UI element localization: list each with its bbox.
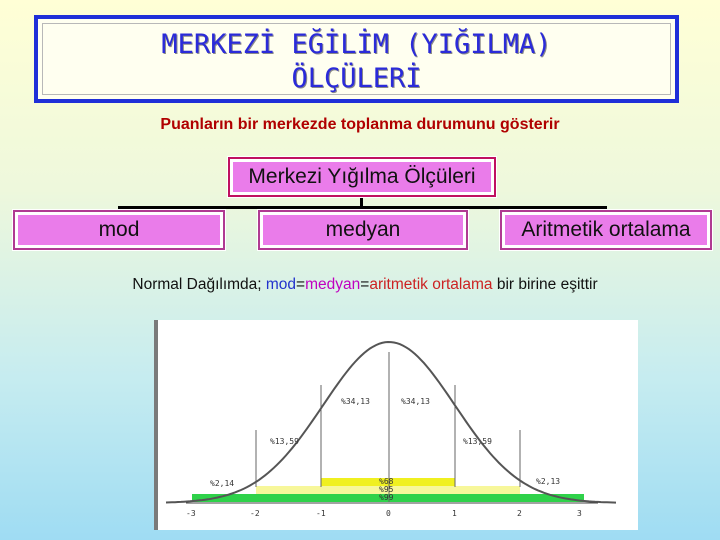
band-label-right-center: %34,13 [401,397,430,406]
band-label-left-mid: %13,59 [270,437,299,446]
note-aritmetik: aritmetik ortalama [369,276,493,293]
tree-node-medyan: medyan [258,210,468,250]
normal-curve-panel [154,320,638,530]
band-label-left-center: %34,13 [341,397,370,406]
x-tick-0: 0 [386,509,391,518]
title-line-1: MERKEZİ EĞİLİM (YIĞILMA) [161,29,552,60]
note-eq-1: = [296,276,306,293]
normal-distribution-note [0,276,720,294]
note-prefix: Normal Dağılımda; [132,276,266,293]
x-tick-minus-1: -1 [316,509,326,518]
note-suffix: bir birine eşittir [492,276,598,293]
band-label-right-outer: %2,13 [536,477,561,486]
range-label-95: %95 [379,485,394,494]
x-tick-minus-2: -2 [250,509,260,518]
x-tick-plus-1: 1 [452,509,457,518]
range-label-99: %99 [379,493,394,502]
title-box [34,15,679,103]
tree-root-box: Merkezi Yığılma Ölçüleri [228,157,496,197]
note-eq-2: = [360,276,370,293]
x-tick-plus-3: 3 [577,509,582,518]
band-label-right-mid: %13,59 [463,437,492,446]
tree-node-mod: mod [13,210,225,250]
x-tick-plus-2: 2 [517,509,522,518]
band-label-left-outer: %2,14 [210,479,235,488]
x-tick-minus-3: -3 [186,509,196,518]
tree-node-aritmetik-ortalama: Aritmetik ortalama [500,210,712,250]
subtitle: Puanların bir merkezde toplanma durumunu gösterir [160,116,560,133]
note-medyan: medyan [305,276,361,293]
normal-curve-figure [158,320,638,530]
title-line-2: ÖLÇÜLERİ [291,63,422,94]
range-label-68: %68 [379,477,394,486]
note-mod: mod [265,276,297,293]
